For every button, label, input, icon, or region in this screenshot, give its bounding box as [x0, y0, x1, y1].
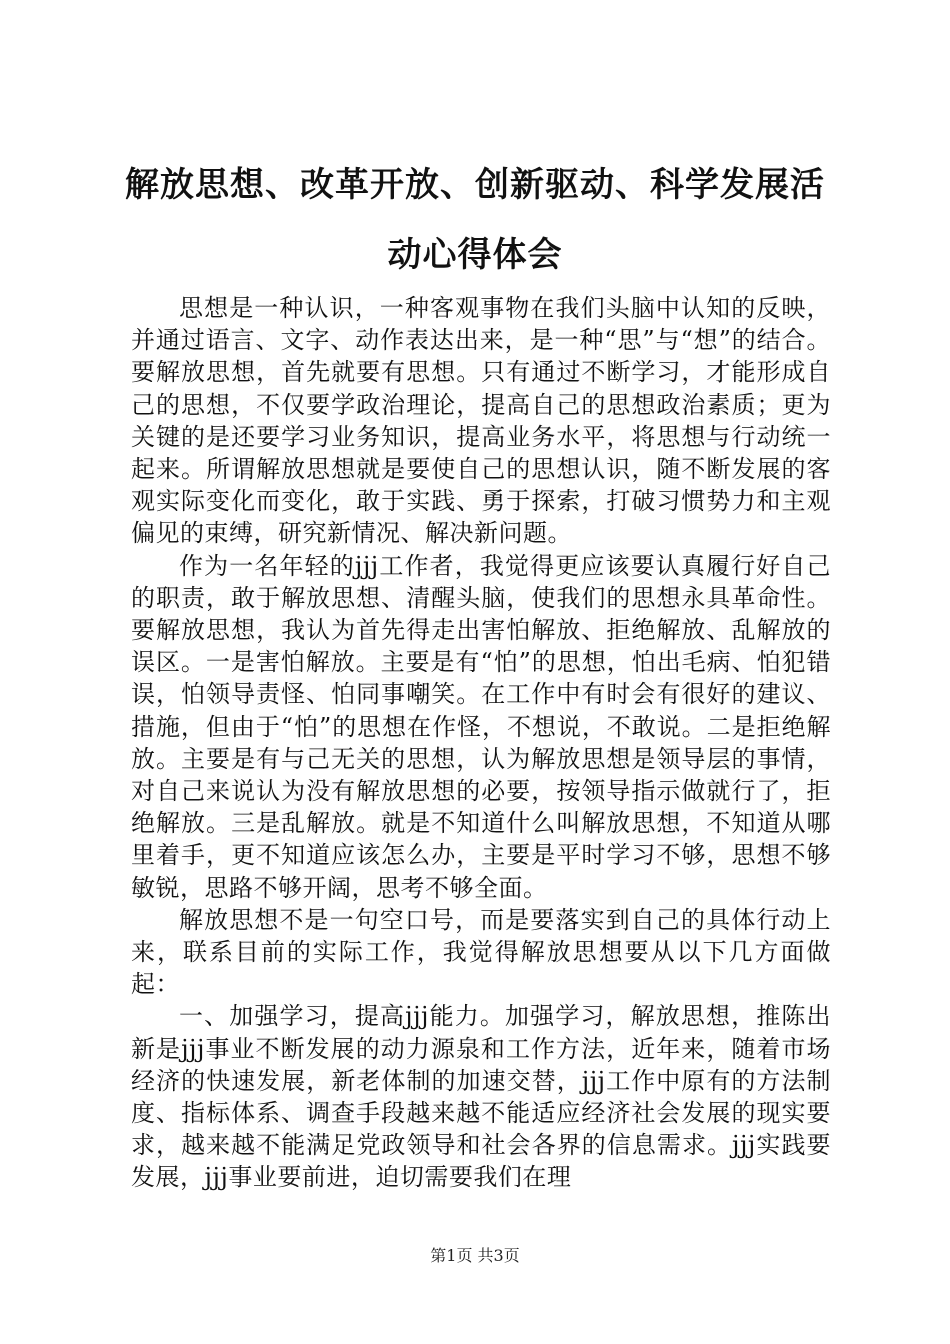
document-title: 解放思想、改革开放、创新驱动、科学发展活动心得体会	[125, 165, 825, 275]
page-footer: 第1页 共3页	[430, 1246, 520, 1265]
paragraph-4: 一、加强学习，提高jjj能力。加强学习，解放思想，推陈出新是jjj事业不断发展的动力源泉和工作方法，近年来，随着市场经济的快速发展，新老体制的加速交替，jjj工作中原有的方法制度、指标体系、调查手段越来越不能适应经济社会发展的现实要求，越来越不能满足党政领导和社会各界的信息需求。jjj实践要发展，jjj事业要前进，迫切需要我们在理	[131, 1002, 831, 1192]
paragraph-1: 思想是一种认识，一种客观事物在我们头脑中认知的反映，并通过语言、文字、动作表达出来，是一种“思”与“想”的结合。要解放思想，首先就要有思想。只有通过不断学习，才能形成自己的思想，不仅要学政治理论，提高自己的思想政治素质；更为关键的是还要学习业务知识，提高业务水平，将思想与行动统一起来。所谓解放思想就是要使自己的思想认识，随不断发展的客观实际变化而变化，敢于实践、勇于探索，打破习惯势力和主观偏见的束缚，研究新情况、解决新问题。	[131, 294, 831, 548]
paragraph-3: 解放思想不是一句空口号，而是要落实到自己的具体行动上来，联系目前的实际工作，我觉得解放思想要从以下几方面做起：	[131, 905, 831, 999]
paragraph-2: 作为一名年轻的jjj工作者，我觉得更应该要认真履行好自己的职责，敢于解放思想、清醒头脑，使我们的思想永具革命性。要解放思想，我认为首先得走出害怕解放、拒绝解放、乱解放的误区。一是害怕解放。主要是有“怕”的思想，怕出毛病、怕犯错误，怕领导责怪、怕同事嘲笑。在工作中有时会有很好的建议、措施，但由于“怕”的思想在作怪，不想说，不敢说。二是拒绝解放。主要是有与己无关的思想，认为解放思想是领导层的事情，对自己来说认为没有解放思想的必要，按领导指示做就行了，拒绝解放。三是乱解放。就是不知道什么叫解放思想，不知道从哪里着手，更不知道应该怎么办，主要是平时学习不够，思想不够敏锐，思路不够开阔，思考不够全面。	[131, 551, 831, 902]
document-body	[131, 292, 831, 1194]
